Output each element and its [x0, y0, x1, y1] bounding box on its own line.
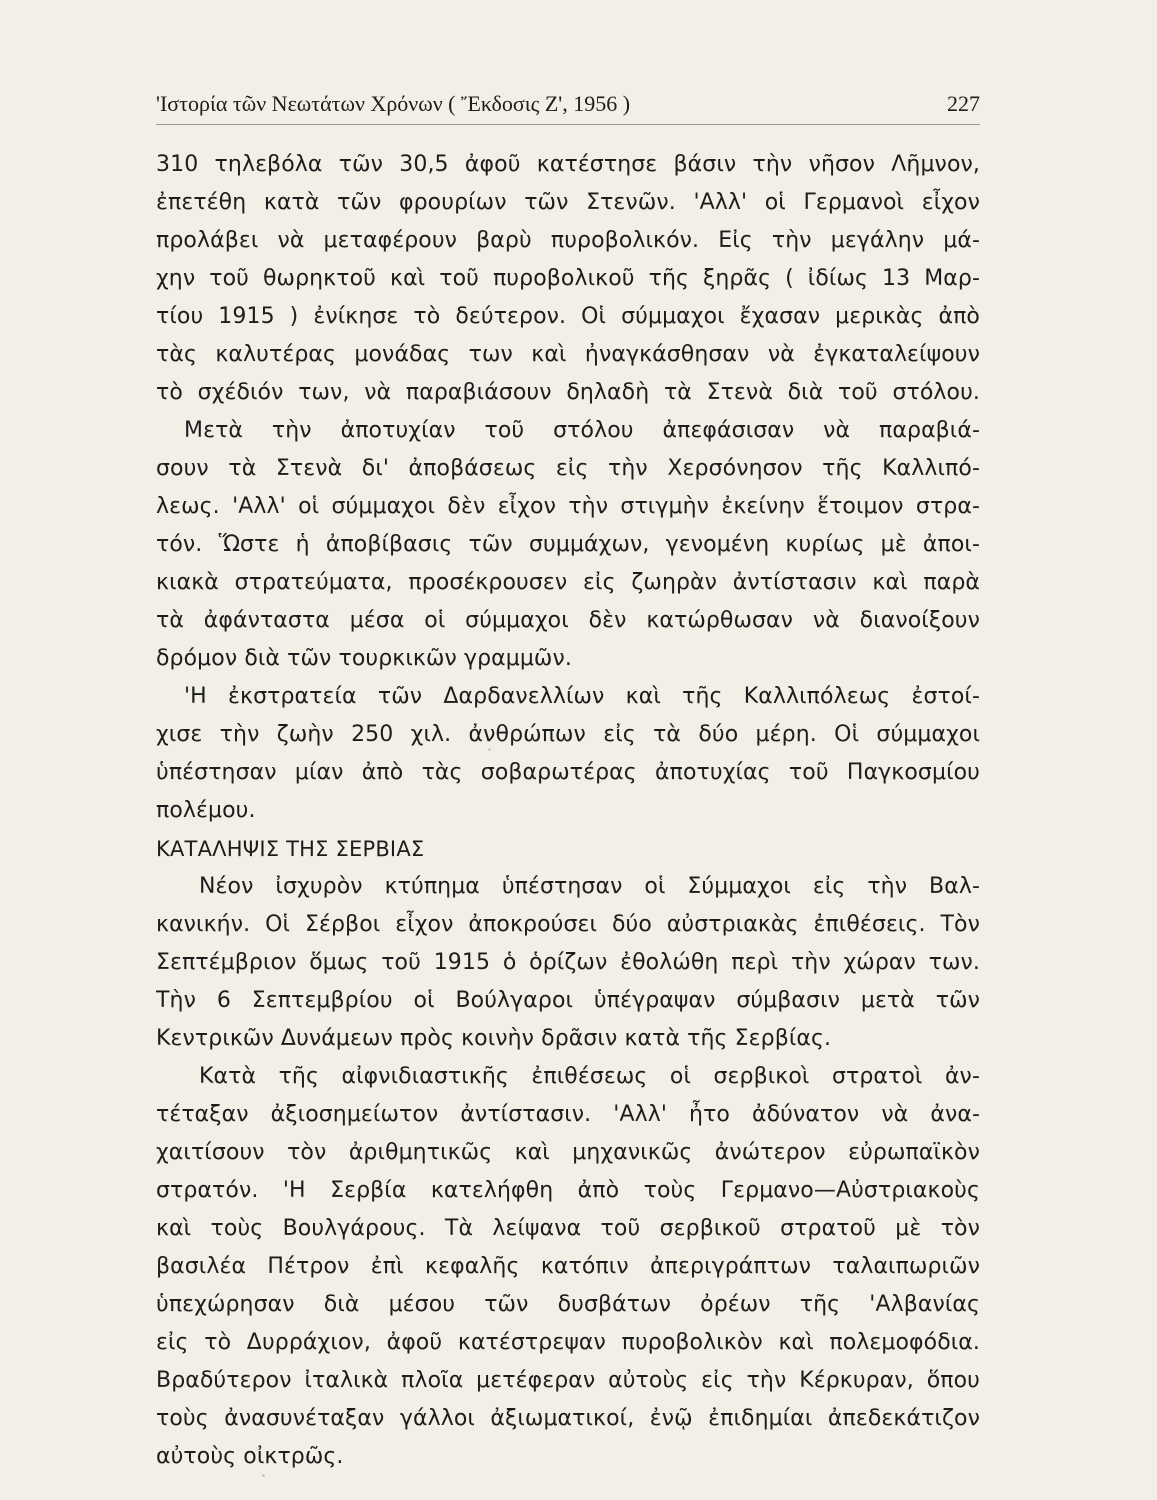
text-line: ἐπετέθη κατὰ τῶν φρουρίων τῶν Στενῶν. 'Αλλ' οἱ Γερμανοὶ εἶχον — [156, 190, 980, 215]
text-line: τὰς καλυτέρας μονάδας των καὶ ἠναγκάσθησαν νὰ ἐγκαταλείψουν — [156, 342, 980, 367]
text-line: 310 τηλεβόλα τῶν 30,5 ἀφοῦ κατέστησε βάσιν τὴν νῆσον Λῆμνον, — [156, 152, 980, 177]
text-line: χαιτίσουν τὸν ἀριθμητικῶς καὶ μηχανικῶς ἀνώτερον εὐρωπαϊκὸν — [156, 1140, 980, 1165]
header-title: 'Ιστορία τῶν Νεωτάτων Χρόνων ( Ἔκδοσις Ζ', 1956 ) — [156, 91, 631, 116]
text-line: τοὺς ἀνασυνέταξαν γάλλοι ἀξιωματικοί, ἐνῷ ἐπιδημίαι ἀπεδεκάτιζον — [156, 1406, 980, 1431]
print-speck — [488, 748, 491, 751]
text-line: χισε τὴν ζωὴν 250 χιλ. ἀνθρώπων εἰς τὰ δύο μέρη. Οἱ σύμμαχοι — [156, 722, 980, 747]
text-line: τίου 1915 ) ἐνίκησε τὸ δεύτερον. Οἱ σύμμαχοι ἔχασαν μερικὰς ἀπὸ — [156, 304, 980, 329]
text-line: τόν. Ὥστε ἡ ἀποβίβασις τῶν συμμάχων, γενομένη κυρίως μὲ ἀποι- — [156, 532, 980, 557]
text-line: 'Η ἐκστρατεία τῶν Δαρδανελλίων καὶ τῆς Καλλιπόλεως ἐστοί- — [184, 684, 980, 709]
text-line: τὰ ἀφάνταστα μέσα οἱ σύμμαχοι δὲν κατώρθωσαν νὰ διανοίξουν — [156, 608, 980, 633]
text-line: δρόμον διὰ τῶν τουρκικῶν γραμμῶν. — [156, 646, 572, 671]
text-line: Μετὰ τὴν ἀποτυχίαν τοῦ στόλου ἀπεφάσισαν νὰ παραβιά- — [184, 418, 980, 443]
text-line: Σεπτέμβριον ὅμως τοῦ 1915 ὁ ὁρίζων ἐθολώθη περὶ τὴν χώραν των. — [156, 950, 980, 975]
page-number: 227 — [947, 91, 980, 116]
text-line: καὶ τοὺς Βουλγάρους. Τὰ λείψανα τοῦ σερβικοῦ στρατοῦ μὲ τὸν — [156, 1216, 980, 1241]
text-line: τέταξαν ἀξιοσημείωτον ἀντίστασιν. 'Αλλ' ἦτο ἀδύνατον νὰ ἀνα- — [156, 1102, 980, 1127]
text-line: στρατόν. 'Η Σερβία κατελήφθη ἀπὸ τοὺς Γερμανο—Αὐστριακοὺς — [156, 1178, 980, 1203]
text-line: λεως. 'Αλλ' οἱ σύμμαχοι δὲν εἶχον τὴν στιγμὴν ἐκείνην ἕτοιμον στρα- — [156, 494, 980, 519]
text-line: χην τοῦ θωρηκτοῦ καὶ τοῦ πυροβολικοῦ τῆς ξηρᾶς ( ἰδίως 13 Μαρ- — [156, 266, 980, 291]
text-line: προλάβει νὰ μεταφέρουν βαρὺ πυροβολικόν. Εἰς τὴν μεγάλην μά- — [156, 228, 980, 253]
text-line: Κατὰ τῆς αἰφνιδιαστικῆς ἐπιθέσεως οἱ σερβικοὶ στρατοὶ ἀν- — [199, 1064, 980, 1089]
section-heading: ΚΑΤΑΛΗΨΙΣ ΤΗΣ ΣΕΡΒΙΑΣ — [156, 837, 425, 861]
text-line: τὸ σχέδιόν των, νὰ παραβιάσουν δηλαδὴ τὰ Στενὰ διὰ τοῦ στόλου. — [156, 380, 980, 405]
text-line: πολέμου. — [156, 798, 256, 823]
text-line: Νέον ἰσχυρὸν κτύπημα ὑπέστησαν οἱ Σύμμαχοι εἰς τὴν Βαλ- — [199, 874, 980, 899]
running-header — [156, 84, 980, 125]
text-line: Κεντρικῶν Δυνάμεων πρὸς κοινὴν δρᾶσιν κατὰ τῆς Σερβίας. — [156, 1026, 832, 1051]
text-line: Τὴν 6 Σεπτεμβρίου οἱ Βούλγαροι ὑπέγραψαν σύμβασιν μετὰ τῶν — [156, 988, 980, 1013]
text-line: βασιλέα Πέτρον ἐπὶ κεφαλῆς κατόπιν ἀπεριγράπτων ταλαιπωριῶν — [156, 1254, 980, 1279]
text-line: ὑπεχώρησαν διὰ μέσου τῶν δυσβάτων ὀρέων τῆς 'Αλβανίας — [156, 1292, 980, 1317]
text-line: Βραδύτερον ἰταλικὰ πλοῖα μετέφεραν αὐτοὺς εἰς τὴν Κέρκυραν, ὅπου — [156, 1368, 980, 1393]
text-line: ὑπέστησαν μίαν ἀπὸ τὰς σοβαρωτέρας ἀποτυχίας τοῦ Παγκοσμίου — [156, 760, 980, 785]
text-line: σουν τὰ Στενὰ δι' ἀποβάσεως εἰς τὴν Χερσόνησον τῆς Καλλιπό- — [156, 456, 980, 481]
text-line: εἰς τὸ Δυρράχιον, ἀφοῦ κατέστρεψαν πυροβολικὸν καὶ πολεμοφόδια. — [156, 1330, 980, 1355]
text-line: κιακὰ στρατεύματα, προσέκρουσεν εἰς ζωηρὰν ἀντίστασιν καὶ παρὰ — [156, 570, 980, 595]
text-line: κανικήν. Οἱ Σέρβοι εἶχον ἀποκρούσει δύο αὐστριακὰς ἐπιθέσεις. Τὸν — [156, 912, 980, 937]
text-line: αὐτοὺς οἰκτρῶς. — [156, 1444, 344, 1469]
